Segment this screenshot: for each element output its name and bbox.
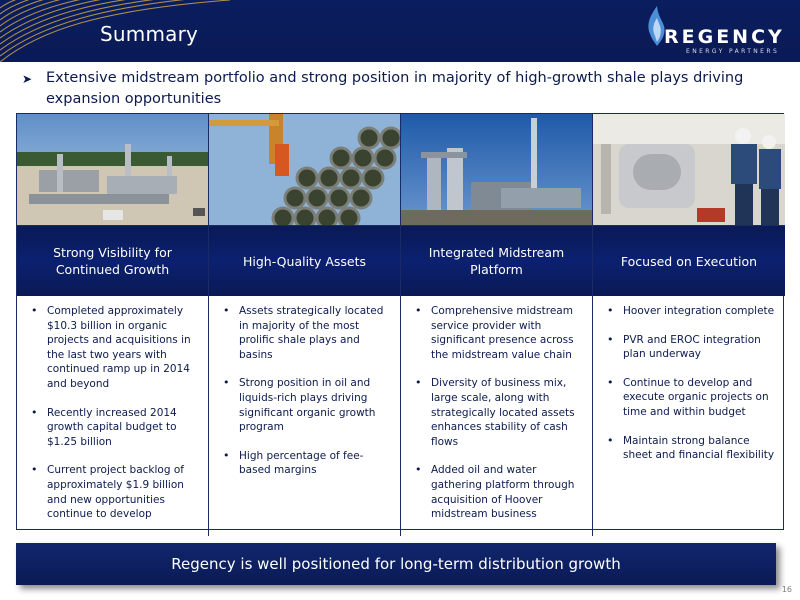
- column-bullets: [209, 296, 400, 478]
- column-bullets: [593, 296, 785, 463]
- logo-tagline: ENERGY PARTNERS: [686, 48, 780, 55]
- list-item: • Added oil and water gathering platform through acquisition of Hoover midstream business: [413, 463, 582, 521]
- column-bullets: [401, 296, 592, 522]
- page-number: 16: [781, 585, 792, 594]
- list-item: • Maintain strong balance sheet and financial flexibility: [605, 434, 775, 463]
- column-assets: [209, 114, 401, 536]
- column-title: Strong Visibility for Continued Growth: [17, 226, 208, 296]
- gas-processing-plant-photo: [17, 114, 208, 226]
- list-item: • Hoover integration complete: [605, 304, 775, 319]
- list-item: • Current project backlog of approximately $1.9 billion and new opportunities continue to develop: [29, 463, 198, 521]
- list-item: • Completed approximately $10.3 billion in organic projects and acquisitions in the last two years with continued ramp up in 2014 and beyond: [29, 304, 198, 392]
- list-item: • Strong position in oil and liquids-rich plays driving significant organic growth program: [221, 376, 390, 434]
- column-platform: [401, 114, 593, 536]
- pipe-stack-photo: [209, 114, 400, 226]
- company-logo: [642, 4, 792, 58]
- list-item: • High percentage of fee-based margins: [221, 449, 390, 478]
- summary-grid: [16, 113, 784, 530]
- list-item: • Assets strategically located in majority of the most prolific shale plays and basins: [221, 304, 390, 362]
- workers-compressor-photo: [593, 114, 785, 226]
- header-band: [0, 0, 800, 62]
- list-item: • Recently increased 2014 growth capital budget to $1.25 billion: [29, 406, 198, 450]
- column-execution: [593, 114, 785, 536]
- logo-wordmark: REGENCY: [664, 26, 785, 48]
- page-title: Summary: [100, 22, 199, 46]
- column-title: Focused on Execution: [593, 226, 785, 296]
- list-item: • Continue to develop and execute organic projects on time and within budget: [605, 376, 775, 420]
- column-growth: [17, 114, 209, 536]
- column-title: High-Quality Assets: [209, 226, 400, 296]
- arrow-bullet-icon: ➤: [22, 72, 33, 86]
- list-item: • PVR and EROC integration plan underway: [605, 333, 775, 362]
- column-title: Integrated Midstream Platform: [401, 226, 592, 296]
- footer-callout: [16, 543, 776, 585]
- footer-text: Regency is well positioned for long-term distribution growth: [171, 555, 621, 573]
- headline-bullet: [22, 68, 782, 110]
- list-item: • Diversity of business mix, large scale, along with strategically located assets enhances stability of cash flows: [413, 376, 582, 449]
- headline-text: Extensive midstream portfolio and strong position in majority of high-growth shale plays driving expansion opportunities: [46, 70, 744, 107]
- processing-facility-photo: [401, 114, 592, 226]
- list-item: • Comprehensive midstream service provider with significant presence across the midstream value chain: [413, 304, 582, 362]
- column-bullets: [17, 296, 208, 522]
